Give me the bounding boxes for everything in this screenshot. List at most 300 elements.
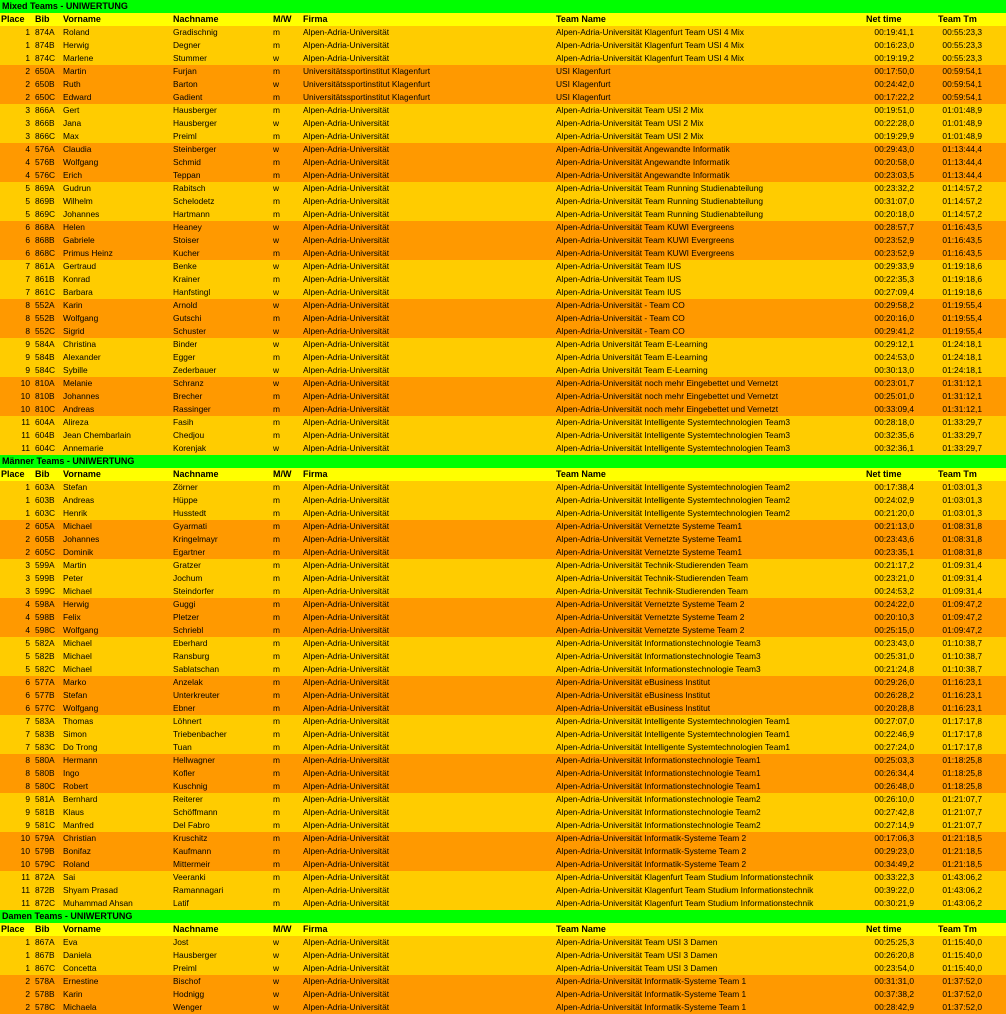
cell-mw: m xyxy=(273,586,280,596)
cell-nachname: Arnold xyxy=(173,300,198,310)
cell-net: 00:27:07,0 xyxy=(874,716,914,726)
cell-team: Alpen-Adria-Universität Klagenfurt Team USI 4 Mix xyxy=(556,40,744,50)
cell-team: Alpen-Adria-Universität Technik-Studierenden Team xyxy=(556,586,748,596)
cell-team: Alpen-Adria-Universität Intelligente Systemtechnologien Team1 xyxy=(556,716,791,726)
cell-nachname: Schöffmann xyxy=(173,807,218,817)
cell-team: USI Klagenfurt xyxy=(556,92,611,102)
cell-firma: Alpen-Adria-Universität xyxy=(303,261,390,271)
cell-tm: 01:16:23,1 xyxy=(942,677,982,687)
cell-firma: Alpen-Adria-Universität xyxy=(303,287,390,297)
cell-vorname: Marlene xyxy=(63,53,94,63)
cell-tm: 01:17:17,8 xyxy=(942,742,982,752)
cell-mw: w xyxy=(273,950,280,960)
cell-team: Alpen-Adria-Universität Informatik-Systeme Team 2 xyxy=(556,846,747,856)
cell-bib: 861A xyxy=(35,261,55,271)
cell-mw: m xyxy=(273,612,280,622)
cell-team: Alpen-Adria Universität Team E-Learning xyxy=(556,339,708,349)
cell-bib: 603B xyxy=(35,495,55,505)
table-row xyxy=(0,130,1006,143)
table-row xyxy=(0,143,1006,156)
cell-nachname: Zederbauer xyxy=(173,365,217,375)
cell-bib: 584C xyxy=(35,365,56,375)
cell-tm: 01:18:25,8 xyxy=(942,755,982,765)
cell-tm: 01:19:55,4 xyxy=(942,300,982,310)
cell-mw: w xyxy=(273,235,280,245)
cell-team: Alpen-Adria Universität Team E-Learning xyxy=(556,365,708,375)
cell-mw: w xyxy=(273,963,280,973)
cell-bib: 868B xyxy=(35,235,55,245)
table-row xyxy=(0,624,1006,637)
cell-mw: m xyxy=(273,690,280,700)
cell-team: Alpen-Adria-Universität Team USI 3 Damen xyxy=(556,950,718,960)
cell-team: Alpen-Adria-Universität Angewandte Informatik xyxy=(556,144,730,154)
cell-nachname: Korenjak xyxy=(173,443,207,453)
cell-tm: 01:16:43,5 xyxy=(942,222,982,232)
header-vorname: Vorname xyxy=(63,924,101,934)
cell-bib: 581B xyxy=(35,807,55,817)
cell-team: Alpen-Adria-Universität Vernetzte Systeme Team 2 xyxy=(556,612,745,622)
cell-place: 1 xyxy=(25,53,30,63)
table-row xyxy=(0,247,1006,260)
cell-vorname: Ingo xyxy=(63,768,80,778)
cell-mw: w xyxy=(273,378,280,388)
cell-mw: m xyxy=(273,92,280,102)
cell-mw: w xyxy=(273,1002,280,1012)
cell-team: Alpen-Adria-Universität Team USI 3 Damen xyxy=(556,937,718,947)
cell-bib: 868A xyxy=(35,222,55,232)
cell-mw: m xyxy=(273,482,280,492)
table-row xyxy=(0,91,1006,104)
cell-bib: 552C xyxy=(35,326,56,336)
header-net: Net time xyxy=(866,924,902,934)
header-vorname: Vorname xyxy=(63,469,101,479)
cell-net: 00:24:53,2 xyxy=(874,586,914,596)
table-row xyxy=(0,39,1006,52)
header-team: Team Name xyxy=(556,469,606,479)
cell-team: Alpen-Adria-Universität eBusiness Institut xyxy=(556,677,711,687)
cell-firma: Alpen-Adria-Universität xyxy=(303,664,390,674)
cell-net: 00:28:42,9 xyxy=(874,1002,914,1012)
table-row xyxy=(0,494,1006,507)
cell-firma: Alpen-Adria-Universität xyxy=(303,703,390,713)
cell-vorname: Wolfgang xyxy=(63,313,99,323)
cell-firma: Alpen-Adria-Universität xyxy=(303,833,390,843)
cell-bib: 604C xyxy=(35,443,56,453)
cell-place: 7 xyxy=(25,287,30,297)
cell-vorname: Johannes xyxy=(63,209,100,219)
cell-net: 00:29:41,2 xyxy=(874,326,914,336)
cell-bib: 650A xyxy=(35,66,55,76)
cell-net: 00:29:23,0 xyxy=(874,846,914,856)
cell-place: 10 xyxy=(20,833,30,843)
cell-vorname: Michaela xyxy=(63,1002,97,1012)
table-row xyxy=(0,52,1006,65)
cell-bib: 810C xyxy=(35,404,56,414)
cell-nachname: Benke xyxy=(173,261,197,271)
table-row xyxy=(0,741,1006,754)
cell-nachname: Schriebl xyxy=(173,625,204,635)
cell-vorname: Johannes xyxy=(63,534,100,544)
table-row xyxy=(0,845,1006,858)
cell-mw: w xyxy=(273,300,280,310)
table-row xyxy=(0,858,1006,871)
cell-place: 3 xyxy=(25,560,30,570)
cell-bib: 578C xyxy=(35,1002,56,1012)
cell-place: 1 xyxy=(25,950,30,960)
cell-tm: 01:09:31,4 xyxy=(942,586,982,596)
cell-nachname: Gratzer xyxy=(173,560,201,570)
header-net: Net time xyxy=(866,14,902,24)
cell-mw: m xyxy=(273,833,280,843)
cell-tm: 01:19:18,6 xyxy=(942,287,982,297)
cell-mw: w xyxy=(273,339,280,349)
cell-vorname: Daniela xyxy=(63,950,92,960)
cell-net: 00:26:48,0 xyxy=(874,781,914,791)
cell-net: 00:32:35,6 xyxy=(874,430,914,440)
cell-team: Alpen-Adria-Universität Team Running Studienabteilung xyxy=(556,196,764,206)
cell-firma: Alpen-Adria-Universität xyxy=(303,612,390,622)
cell-mw: w xyxy=(273,365,280,375)
cell-bib: 872B xyxy=(35,885,55,895)
cell-mw: m xyxy=(273,846,280,856)
cell-net: 00:23:52,9 xyxy=(874,248,914,258)
cell-team: Alpen-Adria-Universität Klagenfurt Team Studium Informationstechnik xyxy=(556,898,814,908)
cell-vorname: Gert xyxy=(63,105,80,115)
cell-team: Alpen-Adria-Universität noch mehr Eingebettet und Vernetzt xyxy=(556,404,779,414)
cell-team: Alpen-Adria-Universität Informationstechnologie Team2 xyxy=(556,807,761,817)
cell-net: 00:19:29,9 xyxy=(874,131,914,141)
cell-place: 8 xyxy=(25,300,30,310)
cell-mw: m xyxy=(273,40,280,50)
table-row xyxy=(0,533,1006,546)
cell-team: Alpen-Adria-Universität Team IUS xyxy=(556,261,682,271)
cell-place: 11 xyxy=(21,898,30,908)
cell-tm: 01:33:29,7 xyxy=(942,417,982,427)
cell-tm: 01:43:06,2 xyxy=(942,885,982,895)
cell-net: 00:25:01,0 xyxy=(874,391,914,401)
header-nachname: Nachname xyxy=(173,14,219,24)
cell-team: Alpen-Adria-Universität Vernetzte Systeme Team1 xyxy=(556,547,743,557)
cell-mw: m xyxy=(273,495,280,505)
header-net: Net time xyxy=(866,469,902,479)
cell-mw: m xyxy=(273,729,280,739)
cell-mw: m xyxy=(273,157,280,167)
cell-place: 10 xyxy=(20,404,30,414)
cell-tm: 01:09:31,4 xyxy=(942,573,982,583)
cell-bib: 583C xyxy=(35,742,56,752)
cell-place: 1 xyxy=(25,963,30,973)
cell-nachname: Preiml xyxy=(173,131,197,141)
cell-team: Alpen-Adria-Universität eBusiness Institut xyxy=(556,690,711,700)
cell-vorname: Christina xyxy=(63,339,97,349)
cell-tm: 01:31:12,1 xyxy=(942,391,982,401)
cell-firma: Alpen-Adria-Universität xyxy=(303,430,390,440)
cell-vorname: Felix xyxy=(63,612,81,622)
table-row xyxy=(0,429,1006,442)
cell-net: 00:29:12,1 xyxy=(874,339,914,349)
cell-firma: Universitätssportinstitut Klagenfurt xyxy=(303,79,431,89)
cell-net: 00:22:28,0 xyxy=(874,118,914,128)
cell-vorname: Wolfgang xyxy=(63,157,99,167)
header-tm: Team Tm xyxy=(938,469,977,479)
cell-vorname: Michael xyxy=(63,651,92,661)
cell-place: 4 xyxy=(25,599,30,609)
cell-mw: m xyxy=(273,820,280,830)
cell-net: 00:23:21,0 xyxy=(874,573,914,583)
header-mw: M/W xyxy=(273,469,292,479)
cell-team: Alpen-Adria-Universität Technik-Studierenden Team xyxy=(556,560,748,570)
cell-nachname: Gradischnig xyxy=(173,27,218,37)
cell-nachname: Tuan xyxy=(173,742,192,752)
cell-firma: Alpen-Adria-Universität xyxy=(303,378,390,388)
cell-bib: 867A xyxy=(35,937,55,947)
table-row xyxy=(0,663,1006,676)
cell-nachname: Ransburg xyxy=(173,651,210,661)
cell-bib: 584B xyxy=(35,352,55,362)
cell-vorname: Karin xyxy=(63,989,83,999)
cell-place: 2 xyxy=(25,976,30,986)
table-row xyxy=(0,325,1006,338)
table-row xyxy=(0,104,1006,117)
table-row xyxy=(0,117,1006,130)
cell-nachname: Schuster xyxy=(173,326,207,336)
cell-nachname: Steinberger xyxy=(173,144,217,154)
cell-team: Alpen-Adria-Universität Klagenfurt Team USI 4 Mix xyxy=(556,27,744,37)
header-place: Place xyxy=(1,469,25,479)
cell-firma: Alpen-Adria-Universität xyxy=(303,443,390,453)
cell-tm: 01:08:31,8 xyxy=(942,521,982,531)
cell-net: 00:23:54,0 xyxy=(874,963,914,973)
cell-vorname: Primus Heinz xyxy=(63,248,113,258)
header-bib: Bib xyxy=(35,924,50,934)
cell-nachname: Kofler xyxy=(173,768,195,778)
cell-bib: 578B xyxy=(35,989,55,999)
table-row xyxy=(0,481,1006,494)
cell-net: 00:29:33,9 xyxy=(874,261,914,271)
cell-mw: m xyxy=(273,313,280,323)
cell-tm: 01:37:52,0 xyxy=(942,1002,982,1012)
cell-bib: 861B xyxy=(35,274,55,284)
cell-tm: 01:09:47,2 xyxy=(942,612,982,622)
cell-net: 00:21:13,0 xyxy=(874,521,914,531)
cell-firma: Alpen-Adria-Universität xyxy=(303,508,390,518)
cell-nachname: Guggi xyxy=(173,599,196,609)
cell-net: 00:25:31,0 xyxy=(874,651,914,661)
cell-firma: Alpen-Adria-Universität xyxy=(303,209,390,219)
cell-nachname: Husstedt xyxy=(173,508,207,518)
cell-vorname: Melanie xyxy=(63,378,93,388)
cell-nachname: Ebner xyxy=(173,703,196,713)
table-row xyxy=(0,351,1006,364)
cell-place: 3 xyxy=(25,586,30,596)
cell-tm: 01:33:29,7 xyxy=(942,430,982,440)
cell-firma: Alpen-Adria-Universität xyxy=(303,638,390,648)
table-row xyxy=(0,949,1006,962)
cell-tm: 01:37:52,0 xyxy=(942,976,982,986)
cell-team: Alpen-Adria-Universität Intelligente Systemtechnologien Team3 xyxy=(556,443,791,453)
cell-mw: w xyxy=(273,144,280,154)
cell-mw: m xyxy=(273,430,280,440)
cell-vorname: Michael xyxy=(63,638,92,648)
cell-vorname: Konrad xyxy=(63,274,91,284)
cell-place: 7 xyxy=(25,274,30,284)
header-team: Team Name xyxy=(556,924,606,934)
cell-nachname: Latif xyxy=(173,898,189,908)
cell-team: Alpen-Adria-Universität Informatik-Systeme Team 2 xyxy=(556,833,747,843)
cell-tm: 01:14:57,2 xyxy=(942,183,982,193)
cell-place: 2 xyxy=(25,66,30,76)
cell-tm: 01:33:29,7 xyxy=(942,443,982,453)
cell-place: 4 xyxy=(25,157,30,167)
table-row xyxy=(0,286,1006,299)
cell-net: 00:24:02,9 xyxy=(874,495,914,505)
cell-vorname: Peter xyxy=(63,573,84,583)
cell-mw: m xyxy=(273,638,280,648)
table-row xyxy=(0,338,1006,351)
cell-tm: 01:14:57,2 xyxy=(942,209,982,219)
table-row xyxy=(0,884,1006,897)
cell-nachname: Ramannagari xyxy=(173,885,224,895)
cell-team: Alpen-Adria-Universität Informatik-Systeme Team 1 xyxy=(556,989,747,999)
cell-net: 00:23:43,6 xyxy=(874,534,914,544)
cell-net: 00:21:24,8 xyxy=(874,664,914,674)
cell-tm: 01:01:48,9 xyxy=(942,118,982,128)
cell-team: Alpen-Adria-Universität Informatik-Systeme Team 1 xyxy=(556,1002,747,1012)
cell-tm: 01:37:52,0 xyxy=(942,989,982,999)
cell-mw: m xyxy=(273,417,280,427)
cell-team: Alpen-Adria-Universität Vernetzte Systeme Team1 xyxy=(556,534,743,544)
cell-net: 00:25:15,0 xyxy=(874,625,914,635)
cell-mw: m xyxy=(273,742,280,752)
cell-nachname: Hodnigg xyxy=(173,989,205,999)
cell-nachname: Brecher xyxy=(173,391,203,401)
table-row xyxy=(0,988,1006,1001)
cell-place: 3 xyxy=(25,131,30,141)
cell-net: 00:29:58,2 xyxy=(874,300,914,310)
cell-nachname: Steindorfer xyxy=(173,586,214,596)
cell-tm: 01:01:48,9 xyxy=(942,131,982,141)
cell-nachname: Löhnert xyxy=(173,716,202,726)
cell-place: 6 xyxy=(25,677,30,687)
cell-net: 00:28:18,0 xyxy=(874,417,914,427)
cell-net: 00:19:41,1 xyxy=(874,27,914,37)
cell-place: 1 xyxy=(25,937,30,947)
cell-mw: w xyxy=(273,118,280,128)
cell-vorname: Bonifaz xyxy=(63,846,91,856)
section-title: Männer Teams - UNIWERTUNG xyxy=(0,455,1006,468)
cell-nachname: Krainer xyxy=(173,274,200,284)
cell-tm: 01:24:18,1 xyxy=(942,352,982,362)
cell-bib: 599C xyxy=(35,586,56,596)
cell-bib: 605B xyxy=(35,534,55,544)
table-row xyxy=(0,585,1006,598)
cell-tm: 01:15:40,0 xyxy=(942,937,982,947)
cell-tm: 01:43:06,2 xyxy=(942,898,982,908)
cell-mw: w xyxy=(273,79,280,89)
cell-vorname: Shyam Prasad xyxy=(63,885,118,895)
cell-nachname: Kaufmann xyxy=(173,846,212,856)
cell-tm: 01:21:18,5 xyxy=(942,846,982,856)
cell-tm: 01:19:18,6 xyxy=(942,261,982,271)
cell-mw: m xyxy=(273,105,280,115)
cell-mw: m xyxy=(273,391,280,401)
cell-firma: Alpen-Adria-Universität xyxy=(303,495,390,505)
cell-bib: 579C xyxy=(35,859,56,869)
cell-team: Alpen-Adria-Universität Team KUWI Evergreens xyxy=(556,222,735,232)
cell-place: 6 xyxy=(25,235,30,245)
cell-vorname: Alireza xyxy=(63,417,89,427)
cell-bib: 582C xyxy=(35,664,56,674)
cell-net: 00:21:17,2 xyxy=(874,560,914,570)
cell-nachname: Gyarmati xyxy=(173,521,207,531)
cell-bib: 581A xyxy=(35,794,55,804)
cell-vorname: Martin xyxy=(63,560,87,570)
cell-mw: w xyxy=(273,326,280,336)
cell-bib: 581C xyxy=(35,820,56,830)
table-row xyxy=(0,416,1006,429)
cell-net: 00:19:51,0 xyxy=(874,105,914,115)
cell-net: 00:37:38,2 xyxy=(874,989,914,999)
cell-mw: m xyxy=(273,209,280,219)
cell-vorname: Sai xyxy=(63,872,76,882)
cell-net: 00:39:22,0 xyxy=(874,885,914,895)
cell-place: 2 xyxy=(25,79,30,89)
cell-vorname: Gabriele xyxy=(63,235,95,245)
cell-place: 2 xyxy=(25,92,30,102)
cell-team: Alpen-Adria-Universität Informatik-Systeme Team 1 xyxy=(556,976,747,986)
cell-tm: 01:13:44,4 xyxy=(942,144,982,154)
cell-place: 10 xyxy=(20,378,30,388)
cell-firma: Alpen-Adria-Universität xyxy=(303,482,390,492)
cell-firma: Alpen-Adria-Universität xyxy=(303,872,390,882)
cell-place: 9 xyxy=(25,807,30,817)
cell-vorname: Wilhelm xyxy=(63,196,93,206)
cell-vorname: Bernhard xyxy=(63,794,98,804)
cell-nachname: Hausberger xyxy=(173,950,217,960)
cell-place: 7 xyxy=(25,742,30,752)
cell-net: 00:30:21,9 xyxy=(874,898,914,908)
cell-place: 1 xyxy=(25,482,30,492)
cell-bib: 810B xyxy=(35,391,55,401)
cell-bib: 868C xyxy=(35,248,56,258)
cell-vorname: Annemarie xyxy=(63,443,104,453)
cell-net: 00:20:18,0 xyxy=(874,209,914,219)
cell-net: 00:17:06,3 xyxy=(874,833,914,843)
cell-tm: 01:21:07,7 xyxy=(942,794,982,804)
cell-vorname: Klaus xyxy=(63,807,84,817)
cell-bib: 872C xyxy=(35,898,56,908)
cell-net: 00:27:24,0 xyxy=(874,742,914,752)
table-row xyxy=(0,559,1006,572)
cell-place: 11 xyxy=(21,872,30,882)
cell-net: 00:31:07,0 xyxy=(874,196,914,206)
cell-vorname: Johannes xyxy=(63,391,100,401)
cell-vorname: Concetta xyxy=(63,963,97,973)
cell-team: Alpen-Adria-Universität Vernetzte Systeme Team 2 xyxy=(556,625,745,635)
cell-team: Alpen-Adria-Universität Klagenfurt Team Studium Informationstechnik xyxy=(556,885,814,895)
cell-firma: Alpen-Adria-Universität xyxy=(303,521,390,531)
cell-tm: 00:59:54,1 xyxy=(942,79,982,89)
cell-team: Alpen-Adria-Universität Angewandte Informatik xyxy=(556,170,730,180)
cell-team: USI Klagenfurt xyxy=(556,79,611,89)
cell-bib: 576B xyxy=(35,157,55,167)
cell-bib: 866A xyxy=(35,105,55,115)
cell-nachname: Rassinger xyxy=(173,404,211,414)
cell-place: 5 xyxy=(25,183,30,193)
cell-bib: 867C xyxy=(35,963,56,973)
cell-tm: 01:13:44,4 xyxy=(942,170,982,180)
cell-vorname: Herwig xyxy=(63,599,90,609)
